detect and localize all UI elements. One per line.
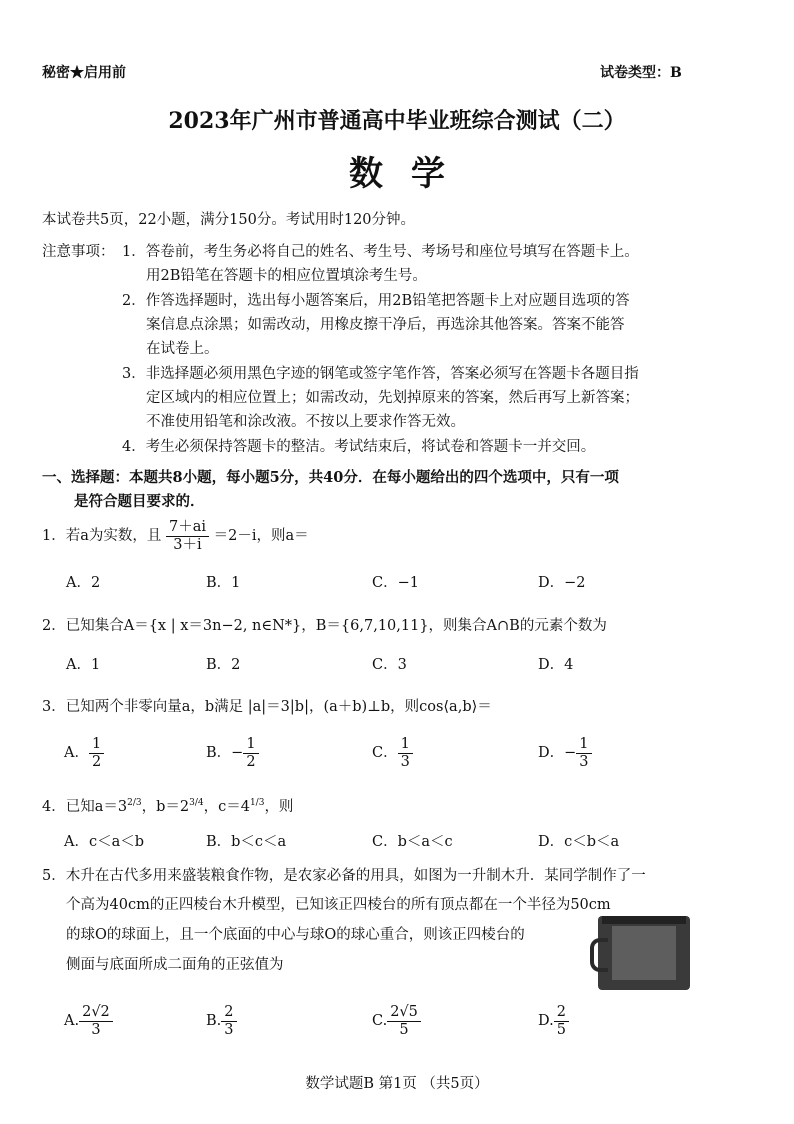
- note-line: 用2B铅笔在答题卡的相应位置填涂考生号。: [146, 268, 427, 284]
- q1-fraction: [166, 519, 209, 553]
- q3-option-d: D．− $\frac{1}{3}$: [538, 736, 592, 770]
- q5-option-d: D. $\frac{2}{5}$: [538, 1004, 569, 1038]
- q1-option-d: D．−2: [538, 575, 586, 591]
- q1-frac-den: 3＋i: [173, 536, 202, 553]
- note-line: 1．答卷前，考生务必将自己的姓名、考生号、考场号和座位号填写在答题卡上。: [122, 244, 639, 260]
- question-3-stem: 3．已知两个非零向量a，b满足 |a|＝3|b|，(a＋b)⊥b，则cos⟨a,b⟩＝: [42, 699, 492, 715]
- q3-option-a: A． $\frac{1}{2}$: [64, 736, 104, 770]
- section-heading-cont: 是符合题目要求的．: [74, 493, 205, 510]
- q1-option-b: B．1: [206, 575, 241, 591]
- question-5-line: 侧面与底面所成二面角的正弦值为: [66, 957, 284, 973]
- notes-label: 注意事项：: [42, 244, 115, 260]
- q4-option-c: C．b＜a＜c: [372, 834, 453, 850]
- q1-pre: 1．若a为实数，且: [42, 528, 162, 545]
- note-line: 在试卷上。: [146, 341, 219, 357]
- q2-option-d: D．4: [538, 657, 574, 673]
- note-line: 不准使用铅笔和涂改液。不按以上要求作答无效。: [146, 414, 465, 430]
- wooden-measure-photo-icon: [598, 916, 690, 990]
- question-4-stem: 4．已知$a=3^{2/3}$，$b=2^{3/4}$，$c=4^{1/3}$，则: [42, 798, 294, 815]
- q4-option-d: D．c＜b＜a: [538, 834, 620, 850]
- q2-option-a: A．1: [66, 657, 101, 673]
- intro-text: 本试卷共5页，22小题，满分150分。考试用时120分钟。: [42, 212, 416, 228]
- q5-option-c: C. $\frac{2√5}{5}$: [372, 1004, 421, 1038]
- q2-option-b: B．2: [206, 657, 241, 673]
- q5-option-b: B. $\frac{2}{3}$: [206, 1004, 237, 1038]
- note-line: 2．作答选择题时，选出每小题答案后，用2B铅笔把答题卡上对应题目选项的答: [122, 293, 630, 309]
- q1-frac-num: 7＋ai: [166, 519, 209, 537]
- subject-title: 数学: [349, 154, 473, 194]
- exam-title: 2023年广州市普通高中毕业班综合测试（二）: [168, 108, 626, 134]
- q1-post: ＝2－i，则a＝: [213, 528, 309, 545]
- note-line: 定区域内的相应位置上；如需改动，先划掉原来的答案，然后再写上新答案；: [146, 390, 639, 406]
- note-line: 4．考生必须保持答题卡的整洁。考试结束后，将试卷和答题卡一并交回。: [122, 439, 596, 455]
- q5-option-a: A. $\frac{2√2}{3}$: [64, 1004, 113, 1038]
- note-line: 案信息点涂黑；如需改动，用橡皮擦干净后，再选涂其他答案。答案不能答: [146, 317, 625, 333]
- paper-type-label: 试卷类型：B: [600, 65, 682, 81]
- q2-option-c: C．3: [372, 657, 407, 673]
- q4-option-b: B．b＜c＜a: [206, 834, 287, 850]
- confidential-label: 秘密★启用前: [42, 65, 126, 81]
- question-2-stem: 2．已知集合A＝{x | x＝3n−2, n∈N*}，B＝{6,7,10,11}，则集合A∩B的元素个数为: [42, 618, 607, 634]
- question-5-line: 5．木升在古代多用来盛装粮食作物，是农家必备的用具，如图为一升制木升．某同学制作了一: [42, 868, 646, 884]
- q4-option-a: A．c＜a＜b: [64, 834, 145, 850]
- question-1-stem: [42, 519, 309, 553]
- section-heading: 一、选择题：本题共8小题，每小题5分，共40分．在每小题给出的四个选项中，只有一项: [42, 469, 619, 486]
- question-5-line: 的球O的球面上，且一个底面的中心与球O的球心重合，则该正四棱台的: [66, 927, 525, 943]
- note-line: 3．非选择题必须用黑色字迹的钢笔或签字笔作答，答案必须写在答题卡各题目指: [122, 366, 639, 382]
- page-footer: 数学试题B 第1页 （共5页）: [305, 1076, 489, 1092]
- q1-option-c: C．−1: [372, 575, 419, 591]
- q3-option-c: C． $\frac{1}{3}$: [372, 736, 413, 770]
- question-5-line: 个高为40cm的正四棱台木升模型，已知该正四棱台的所有顶点都在一个半径为50cm: [66, 897, 611, 913]
- q3-option-b: B．− $\frac{1}{2}$: [206, 736, 259, 770]
- q1-option-a: A．2: [66, 575, 101, 591]
